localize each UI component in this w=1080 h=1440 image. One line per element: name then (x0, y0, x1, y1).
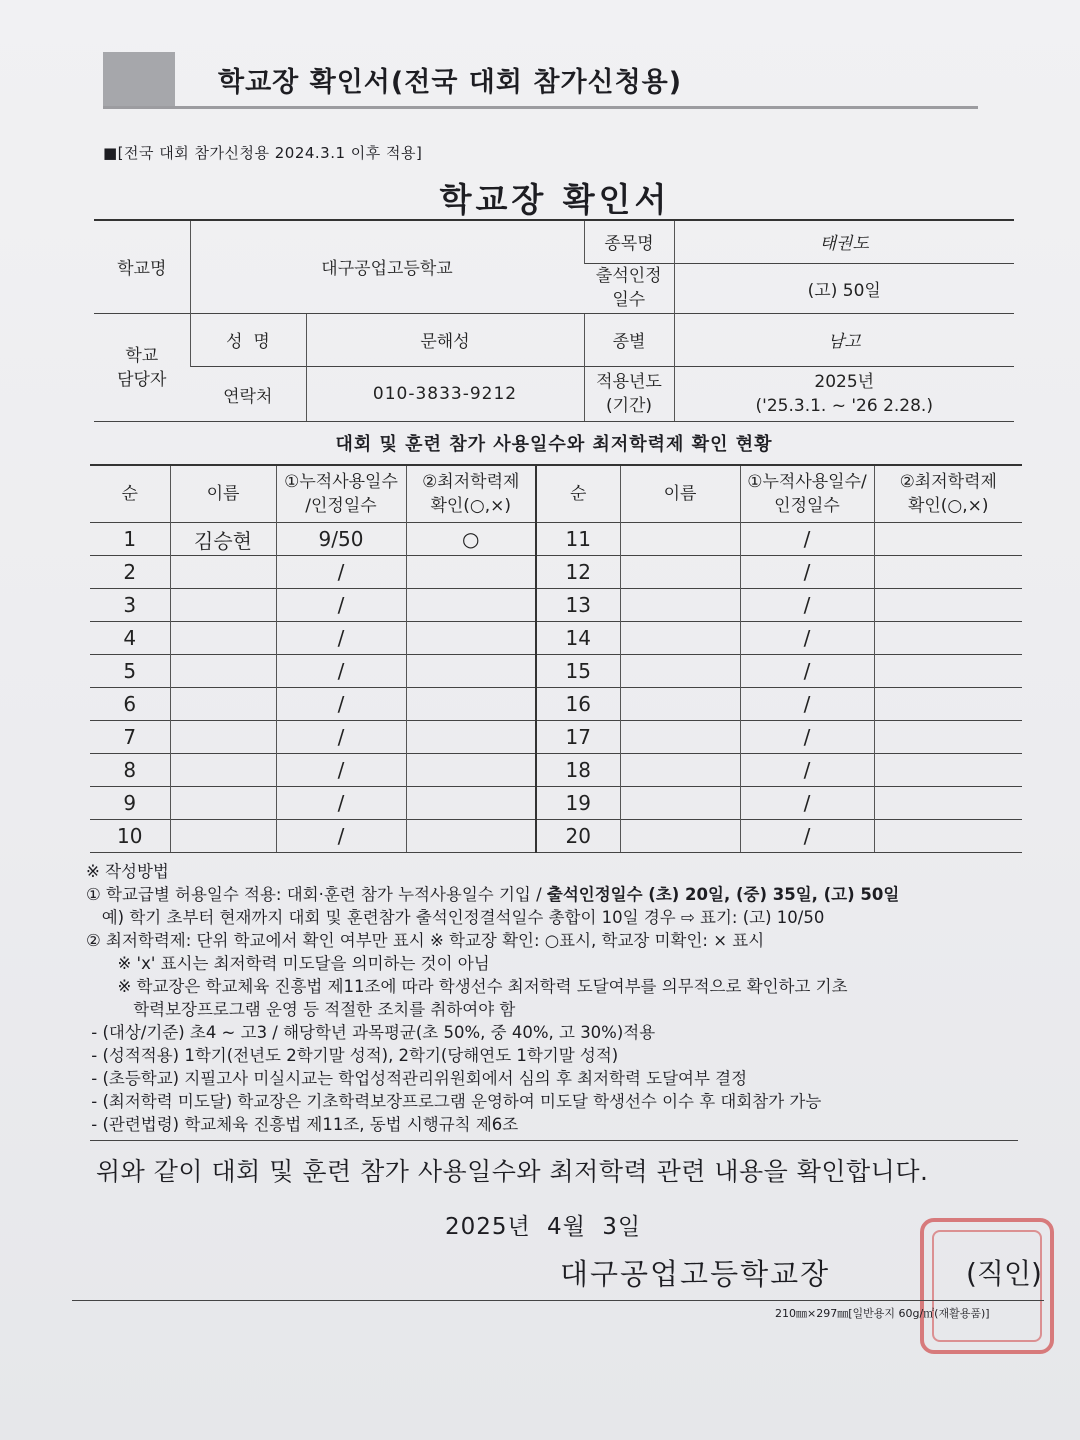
row-name (620, 556, 740, 589)
row-name (170, 820, 276, 853)
row-name (620, 787, 740, 820)
row-days: / (276, 787, 406, 820)
row-days: / (740, 655, 874, 688)
row-no: 7 (90, 721, 170, 754)
method-line-10: - (최저학력 미도달) 학교장은 기초학력보장프로그램 운영하여 미도달 학생선수 이수 후 대회참가 가능 (86, 1092, 822, 1111)
school-name-value: 대구공업고등학교 (190, 220, 584, 313)
row-check (874, 523, 1022, 556)
attendance-value: (고) 50일 (674, 263, 1014, 313)
header-no: 순 (90, 465, 170, 523)
row-name (170, 721, 276, 754)
row-name (620, 523, 740, 556)
method-line-1 (86, 883, 1046, 906)
row-check (874, 655, 1022, 688)
paper-spec-footer: 210㎜×297㎜[일반용지 60g/㎡(재활용품)] (775, 1307, 990, 1320)
row-days: / (276, 688, 406, 721)
issue-date: 2025년 4월 3일 (445, 1214, 642, 1240)
row-no: 1 (90, 523, 170, 556)
header-days: ①누적사용일수 /인정일수 (276, 465, 406, 523)
row-check (406, 688, 536, 721)
header-check-2: ②최저학력제 확인(○,×) (874, 465, 1022, 523)
row-no: 4 (90, 622, 170, 655)
row-name (170, 622, 276, 655)
table-row (90, 655, 1022, 688)
row-no: 18 (536, 754, 620, 787)
banner-grey-block (103, 52, 175, 106)
writing-method (86, 860, 1046, 1136)
name-label: 성 명 (190, 313, 306, 366)
row-name (620, 754, 740, 787)
method-line-7: - (대상/기준) 초4 ~ 고3 / 해당학년 과목평균(초 50%, 중 40%, 고 30%)적용 (86, 1023, 656, 1042)
row-no: 10 (90, 820, 170, 853)
row-no: 17 (536, 721, 620, 754)
row-no: 8 (90, 754, 170, 787)
row-days: / (740, 688, 874, 721)
row-days: / (276, 589, 406, 622)
header-no-2: 순 (536, 465, 620, 523)
table-row (90, 787, 1022, 820)
row-check (406, 622, 536, 655)
banner-title: 학교장 확인서(전국 대회 참가신청용) (218, 67, 683, 98)
table-row (90, 556, 1022, 589)
sport-label: 종목명 (584, 220, 674, 263)
section-title: 대회 및 훈련 참가 사용일수와 최저학력제 확인 현황 (335, 434, 773, 455)
row-no: 9 (90, 787, 170, 820)
row-no: 6 (90, 688, 170, 721)
row-check (874, 787, 1022, 820)
confirmation-statement: 위와 같이 대회 및 훈련 참가 사용일수와 최저학력 관련 내용을 확인합니다. (96, 1157, 929, 1186)
row-check (874, 820, 1022, 853)
application-note: ■[전국 대회 참가신청용 2024.3.1 이후 적용] (103, 144, 423, 162)
row-name: 김승현 (170, 523, 276, 556)
method-line-11: - (관련법령) 학교체육 진흥법 제11조, 동법 시행규칙 제6조 (86, 1115, 519, 1134)
row-name (620, 820, 740, 853)
method-line-2: 예) 학기 초부터 현재까지 대회 및 훈련참가 출석인정결석일수 총합이 10일 경우 ⇨ 표기: (고) 10/50 (86, 908, 825, 927)
row-check (874, 754, 1022, 787)
row-days: / (276, 622, 406, 655)
row-check (874, 589, 1022, 622)
row-check (406, 787, 536, 820)
row-check (406, 589, 536, 622)
row-name (170, 688, 276, 721)
row-no: 13 (536, 589, 620, 622)
row-no: 14 (536, 622, 620, 655)
method-title: ※ 작성방법 (86, 862, 169, 881)
table-row (90, 754, 1022, 787)
header-check: ②최저학력제 확인(○,×) (406, 465, 536, 523)
row-name (170, 556, 276, 589)
row-name (620, 655, 740, 688)
school-name-label: 학교명 (94, 220, 190, 313)
gender-label: 종별 (584, 313, 674, 366)
attendance-label: 출석인정 일수 (584, 263, 674, 313)
row-no: 11 (536, 523, 620, 556)
table-row (90, 523, 1022, 556)
method-line-1a: ① 학교급별 허용일수 적용: 대회·훈련 참가 누적사용일수 기입 / (86, 885, 547, 904)
row-no: 3 (90, 589, 170, 622)
row-check (874, 688, 1022, 721)
row-name (620, 688, 740, 721)
row-days: / (276, 721, 406, 754)
row-days: / (276, 820, 406, 853)
row-check: ○ (406, 523, 536, 556)
contact-value: 010-3833-9212 (306, 366, 584, 422)
year-label: 적용년도 (기간) (584, 366, 674, 422)
row-check (874, 622, 1022, 655)
banner (103, 52, 978, 109)
table-row (90, 688, 1022, 721)
method-line-1b: 출석인정일수 (초) 20일, (중) 35일, (고) 50일 (546, 885, 900, 904)
row-days: / (740, 589, 874, 622)
seal-label: (직인) (966, 1257, 1042, 1290)
row-no: 5 (90, 655, 170, 688)
row-name (170, 754, 276, 787)
year-cell (674, 366, 1014, 422)
school-info-table (94, 219, 1014, 422)
contact-label: 연락처 (190, 366, 306, 422)
row-no: 2 (90, 556, 170, 589)
row-days: / (740, 556, 874, 589)
table-row (90, 622, 1022, 655)
name-value: 문해성 (306, 313, 584, 366)
row-no: 19 (536, 787, 620, 820)
row-name (170, 655, 276, 688)
row-days: / (740, 622, 874, 655)
row-days: / (740, 787, 874, 820)
row-days: / (740, 820, 874, 853)
gender-value: 남고 (674, 313, 1014, 366)
row-check (406, 655, 536, 688)
method-bottom-rule (90, 1140, 1018, 1141)
grid-header-row (90, 465, 1022, 523)
row-name (620, 721, 740, 754)
header-name: 이름 (170, 465, 276, 523)
method-line-4: ※ 'x' 표시는 최저학력 미도달을 의미하는 것이 아님 (86, 954, 490, 973)
row-check (406, 820, 536, 853)
row-check (406, 721, 536, 754)
method-line-9: - (초등학교) 지필고사 미실시교는 학업성적관리위원회에서 심의 후 최저학력 도달여부 결정 (86, 1069, 748, 1088)
row-check (874, 556, 1022, 589)
row-name (620, 589, 740, 622)
row-days: 9/50 (276, 523, 406, 556)
row-days: / (276, 655, 406, 688)
manager-label: 학교 담당자 (94, 313, 190, 422)
row-no: 12 (536, 556, 620, 589)
row-name (170, 787, 276, 820)
info-bottom-rule (94, 421, 1014, 422)
row-days: / (276, 556, 406, 589)
table-row (90, 589, 1022, 622)
athlete-grid (90, 464, 1022, 853)
signer-title: 대구공업고등학교장 (560, 1257, 831, 1291)
sport-value: 태권도 (674, 220, 1014, 263)
row-name (620, 622, 740, 655)
row-days: / (276, 754, 406, 787)
footer-rule (72, 1300, 1044, 1301)
method-line-6: 학력보장프로그램 운영 등 적절한 조치를 취하여야 함 (86, 1000, 516, 1019)
row-check (406, 754, 536, 787)
row-no: 20 (536, 820, 620, 853)
row-check (406, 556, 536, 589)
row-days: / (740, 523, 874, 556)
method-line-5: ※ 학교장은 학교체육 진흥법 제11조에 따라 학생선수 최저학력 도달여부를 의무적으로 확인하고 기초 (86, 977, 848, 996)
period-value: ('25.3.1. ~ '26 2.28.) (755, 396, 933, 417)
table-row (90, 721, 1022, 754)
header-days-2: ①누적사용일수/ 인정일수 (740, 465, 874, 523)
method-line-3: ② 최저학력제: 단위 학교에서 확인 여부만 표시 ※ 학교장 확인: ○표시, 학교장 미확인: × 표시 (86, 931, 765, 950)
page-title: 학교장 확인서 (439, 180, 671, 219)
table-row (90, 820, 1022, 853)
row-check (874, 721, 1022, 754)
row-days: / (740, 754, 874, 787)
row-no: 15 (536, 655, 620, 688)
method-line-8: - (성적적용) 1학기(전년도 2학기말 성적), 2학기(당해연도 1학기말 성적) (86, 1046, 619, 1065)
row-no: 16 (536, 688, 620, 721)
row-name (170, 589, 276, 622)
year-value: 2025년 (814, 372, 875, 393)
row-days: / (740, 721, 874, 754)
header-name-2: 이름 (620, 465, 740, 523)
